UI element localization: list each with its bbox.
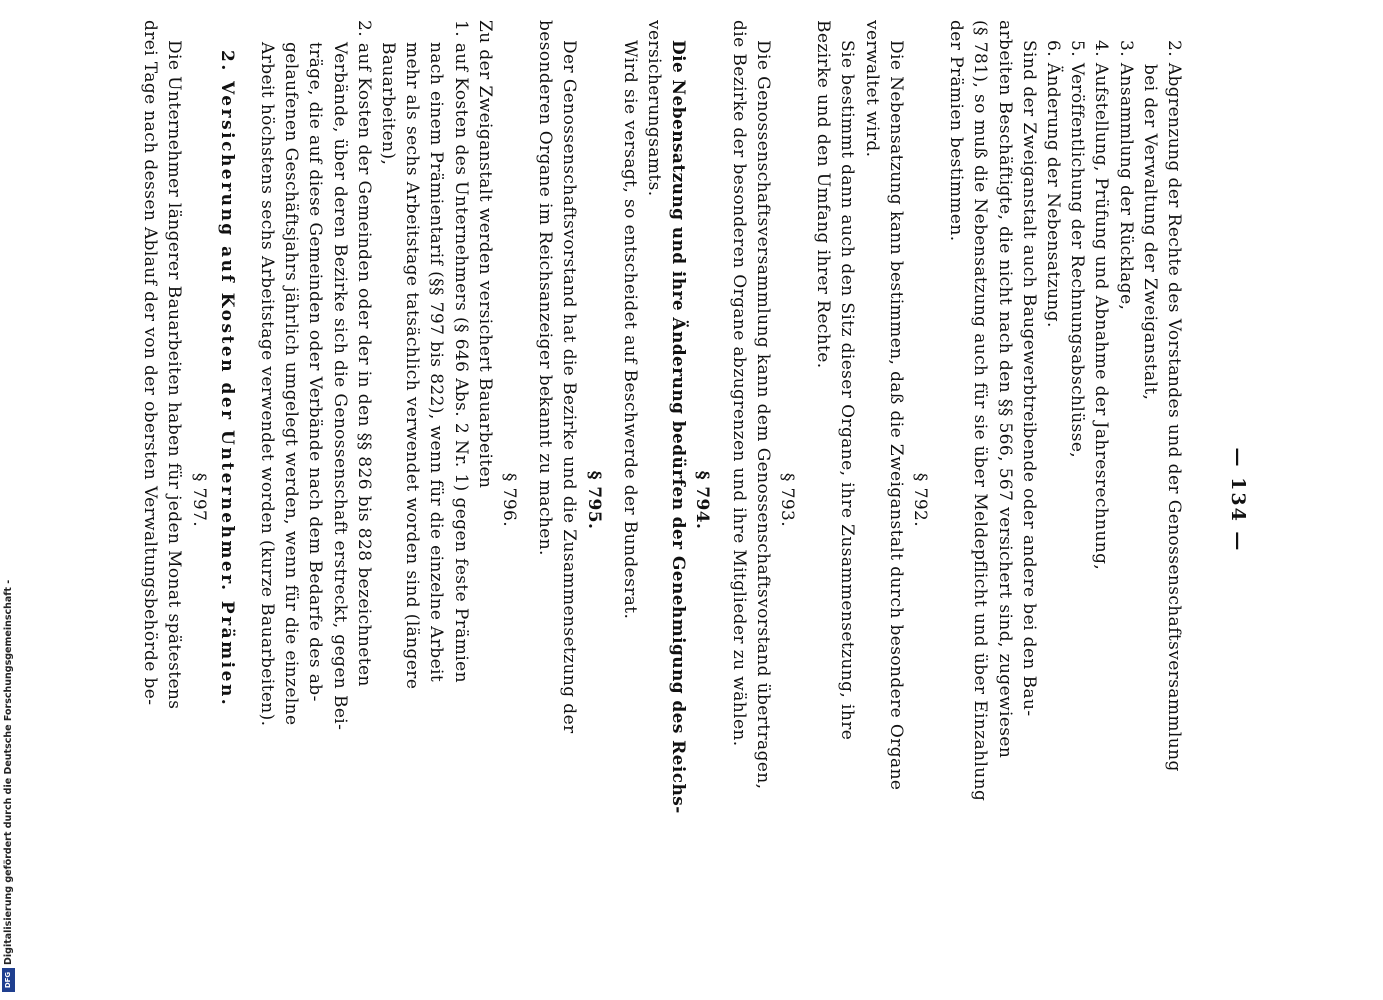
dfg-logo-text: DFG <box>4 971 13 989</box>
section-795-title: § 795. <box>583 470 604 530</box>
subheading: 2. Versicherung auf Kosten der Unternehmer. Prämien. <box>216 50 237 708</box>
section-797-line: drei Tage nach dessen Ablauf der von der obersten Verwaltungsbehörde be- <box>140 20 161 706</box>
section-797-title: § 797. <box>188 472 209 528</box>
section-792-line: Sie bestimmt dann auch den Sitz dieser Organe, ihre Zusammensetzung, ihre <box>837 40 858 741</box>
text-line: 6. Änderung der Nebensatzung. <box>1043 40 1063 328</box>
section-796-line: 2. auf Kosten der Gemeinden oder der in den §§ 826 bis 828 bezeichneten <box>353 20 374 687</box>
section-792-line: Bezirke und den Umfang ihrer Rechte. <box>813 20 834 369</box>
section-792-line: Die Nebensatzung kann bestimmen, daß die Zweiganstalt durch besondere Organe <box>885 40 906 791</box>
section-796-line: Verbände, über deren Bezirke sich die Genossenschaft erstreckt, gegen Bei- <box>329 42 350 731</box>
section-794-line: versicherungsamts. <box>644 20 664 197</box>
section-796-line: 1. auf Kosten des Unternehmers (§ 646 Abs. 2 Nr. 1) gegen feste Prämien <box>450 20 471 683</box>
section-792-line: verwaltet wird. <box>861 20 882 158</box>
section-796-title: § 796. <box>499 472 519 528</box>
page-number: — 134 — <box>1227 447 1249 553</box>
section-794-title: § 794. <box>692 470 713 530</box>
margin-note <box>0 0 18 1000</box>
text-line: 2. Abgrenzung der Rechte des Vorstandes und der Genossenschaftsversammlung <box>1164 40 1184 772</box>
section-796-line: nach einem Prämientarif (§§ 797 bis 822), wenn für die einzelne Arbeit <box>426 42 447 683</box>
section-793-line: die Bezirke der besonderen Organe abzugrenzen und ihre Mitglieder zu wählen. <box>728 20 749 747</box>
dfg-logo <box>2 968 15 992</box>
section-794-line: Wird sie versagt, so entscheidet auf Beschwerde der Bundesrat. <box>619 40 640 620</box>
section-794-line: Die Nebensatzung und ihre Änderung bedürfen der Genehmigung des Reichs- <box>668 40 689 814</box>
section-792-title: § 792. <box>910 472 930 528</box>
page-text <box>120 20 1250 980</box>
text-line: arbeiten Beschäftigte, die nicht nach den §§ 566, 567 versichert sind, zugewiesen <box>994 20 1015 759</box>
text-line: bei der Verwaltung der Zweiganstalt, <box>1139 64 1160 401</box>
section-797-line: Die Unternehmer längerer Bauarbeiten haben für jeden Monat spätestens <box>164 40 185 710</box>
section-796-line: Arbeit höchstens sechs Arbeitstage verwendet worden (kurze Bauarbeiten). <box>257 42 277 727</box>
section-795-line: Der Genossenschaftsvorstand hat die Bezirke und die Zusammensetzung der <box>559 40 580 734</box>
section-796-line: gelaufenen Geschäftsjahrs jährlich umgelegt werden, wenn für die einzelne <box>281 42 302 726</box>
text-line: 3. Ansammlung der Rücklage, <box>1115 40 1136 311</box>
text-line: 5. Veröffentlichung der Rechnungsabschlüsse, <box>1067 40 1088 459</box>
section-796-line: Zu der Zweiganstalt werden versichert Bauarbeiten <box>474 20 495 489</box>
text-line: der Prämien bestimmen. <box>946 20 967 242</box>
section-793-title: § 793. <box>777 472 797 528</box>
text-line: 4. Aufstellung, Prüfung und Abnahme der Jahresrechnung, <box>1091 40 1112 571</box>
section-796-line: Bauarbeiten), <box>378 42 398 166</box>
section-796-line: träge, die auf diese Gemeinden oder Verbände nach dem Bedarfe des ab- <box>305 42 326 702</box>
funding-note: Digitalisierung gefördert durch die Deutsche Forschungsgemeinschaft - <box>3 579 14 965</box>
text-line: (§ 781), so muß die Nebensatzung auch für sie über Meldepflicht und über Einzahlung <box>970 20 991 802</box>
section-795-line: besonderen Organe im Reichsanzeiger bekannt zu machen. <box>535 20 556 556</box>
section-796-line: mehr als sechs Arbeitstage tatsächlich verwendet worden sind (längere <box>402 42 423 690</box>
document-page <box>120 20 1250 980</box>
text-line: Sind der Zweiganstalt auch Baugewerbtreibende oder andere bei den Bau- <box>1018 40 1039 717</box>
section-793-line: Die Genossenschaftsversammlung kann dem Genossenschaftsvorstand übertragen, <box>752 40 773 790</box>
